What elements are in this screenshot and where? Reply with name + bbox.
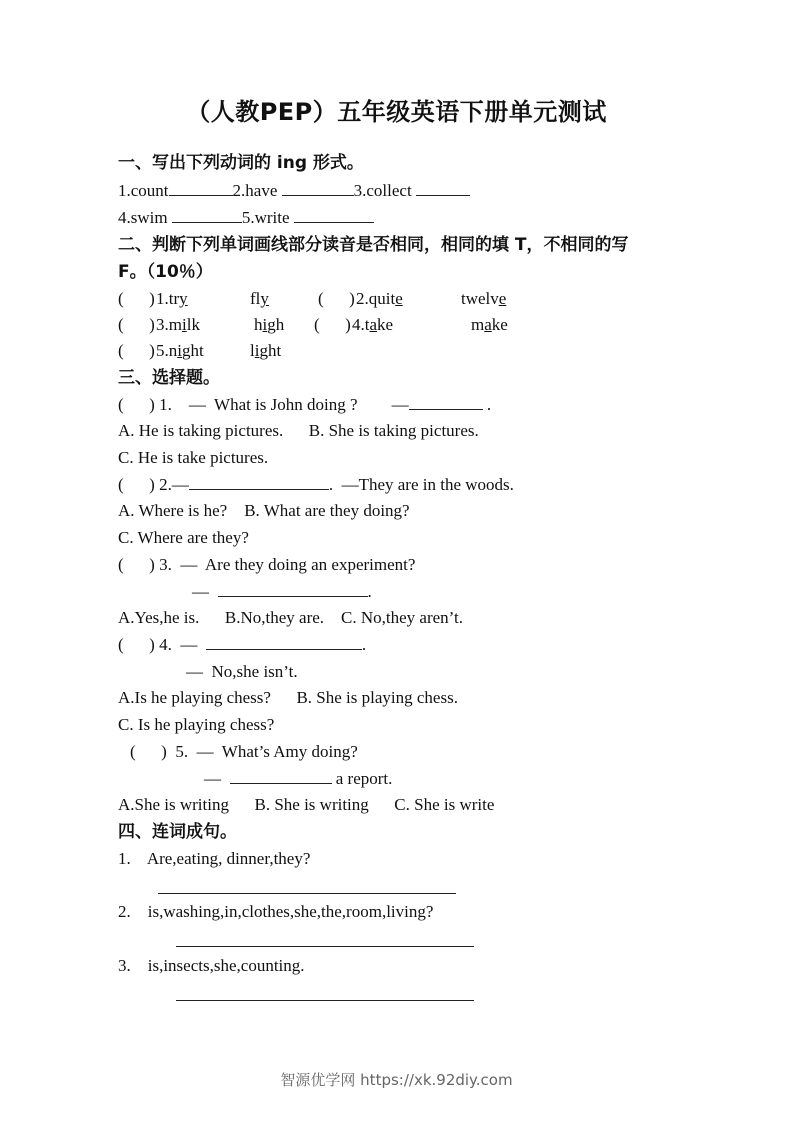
question-1-option-c: C. He is take pictures. bbox=[118, 448, 269, 467]
answer-paren[interactable]: ( ) 4. bbox=[118, 635, 172, 654]
question-5: ( ) 5. — What’s Amy doing? bbox=[130, 742, 358, 761]
phonics-word: light bbox=[250, 341, 282, 360]
question-4-options: A.Is he playing chess? B. She is playing chess. bbox=[118, 688, 458, 707]
sentence-item: 1. Are,eating, dinner,they? bbox=[118, 849, 311, 868]
phonics-paren[interactable]: ( ) bbox=[118, 341, 155, 360]
phonics-word: 3.milk bbox=[156, 315, 200, 334]
question-4-option-c: C. Is he playing chess? bbox=[118, 715, 275, 734]
word-write: 5.write bbox=[241, 208, 290, 227]
answer-blank[interactable] bbox=[218, 582, 368, 597]
sentence-item: 3. is,insects,she,counting. bbox=[118, 956, 305, 975]
phonics-word: 5.night bbox=[156, 341, 204, 360]
word-swim: 4.swim bbox=[118, 208, 168, 227]
phonics-word: high bbox=[254, 315, 285, 334]
question-3-answer: — . bbox=[192, 582, 372, 601]
section3-heading: 三、选择题。 bbox=[118, 368, 220, 388]
question-5-answer: — a report. bbox=[204, 769, 393, 788]
answer-paren[interactable]: ( ) 1. bbox=[118, 395, 172, 414]
section1-row2 bbox=[118, 207, 374, 229]
answer-blank[interactable] bbox=[189, 475, 329, 490]
answer-blank[interactable] bbox=[282, 181, 354, 196]
answer-blank[interactable] bbox=[416, 181, 470, 196]
question-2-option-c: C. Where are they? bbox=[118, 528, 249, 547]
answer-blank[interactable] bbox=[294, 208, 374, 223]
answer-line[interactable] bbox=[158, 893, 456, 894]
phonics-word: twelve bbox=[461, 289, 507, 308]
phonics-word: make bbox=[471, 315, 508, 334]
answer-blank[interactable] bbox=[230, 769, 332, 784]
answer-paren[interactable]: ( ) 3. bbox=[118, 555, 172, 574]
question-3: ( ) 3. — Are they doing an experiment? bbox=[118, 555, 416, 574]
question-1-options: A. He is taking pictures. B. She is taking pictures. bbox=[118, 421, 479, 440]
answer-blank[interactable] bbox=[172, 208, 242, 223]
question-4: ( ) 4. — . bbox=[118, 635, 367, 654]
answer-paren[interactable]: ( ) 5. bbox=[130, 742, 189, 761]
phonics-paren[interactable]: ( ) bbox=[118, 315, 155, 334]
question-2: ( ) 2.— . —They are in the woods. bbox=[118, 475, 514, 494]
page-title: （人教PEP）五年级英语下册单元测试 bbox=[186, 98, 607, 126]
question-3-options: A.Yes,he is. B.No,they are. C. No,they aren’t. bbox=[118, 608, 464, 627]
phonics-word: 4.take bbox=[352, 315, 394, 334]
answer-blank[interactable] bbox=[409, 395, 483, 410]
section1-heading: 一、写出下列动词的 ing 形式。 bbox=[118, 153, 364, 173]
phonics-word: 2.quite bbox=[356, 289, 403, 308]
phonics-word: 1.try bbox=[156, 289, 188, 308]
word-have: 2.have bbox=[232, 181, 278, 200]
footer-watermark: 智源优学网 https://xk.92diy.com bbox=[280, 1071, 513, 1089]
section2-heading-line1: 二、判断下列单词画线部分读音是否相同，相同的填 T，不相同的写 bbox=[118, 235, 629, 255]
section2-heading-line2: F。（10％） bbox=[118, 262, 213, 282]
question-2-options: A. Where is he? B. What are they doing? bbox=[118, 501, 410, 520]
answer-blank[interactable] bbox=[206, 635, 362, 650]
phonics-paren[interactable]: ( ) bbox=[118, 289, 155, 308]
question-5-options: A.She is writing B. She is writing C. She is write bbox=[118, 795, 495, 814]
phonics-paren[interactable]: ( ) bbox=[318, 289, 355, 308]
word-count: 1.count bbox=[118, 181, 169, 200]
answer-line[interactable] bbox=[176, 946, 474, 947]
question-4-answer: — No,she isn’t. bbox=[186, 662, 298, 681]
sentence-item: 2. is,washing,in,clothes,she,the,room,living? bbox=[118, 902, 434, 921]
section4-heading: 四、连词成句。 bbox=[118, 822, 237, 842]
answer-line[interactable] bbox=[176, 1000, 474, 1001]
answer-paren[interactable]: ( ) 2.— bbox=[118, 475, 189, 494]
phonics-word: fly bbox=[250, 289, 269, 308]
phonics-paren[interactable]: ( ) bbox=[314, 315, 351, 334]
section1-row1 bbox=[118, 180, 470, 202]
question-1: ( ) 1. — What is John doing ? — . bbox=[118, 395, 492, 414]
answer-blank[interactable] bbox=[169, 181, 233, 196]
word-collect: 3.collect bbox=[353, 181, 412, 200]
